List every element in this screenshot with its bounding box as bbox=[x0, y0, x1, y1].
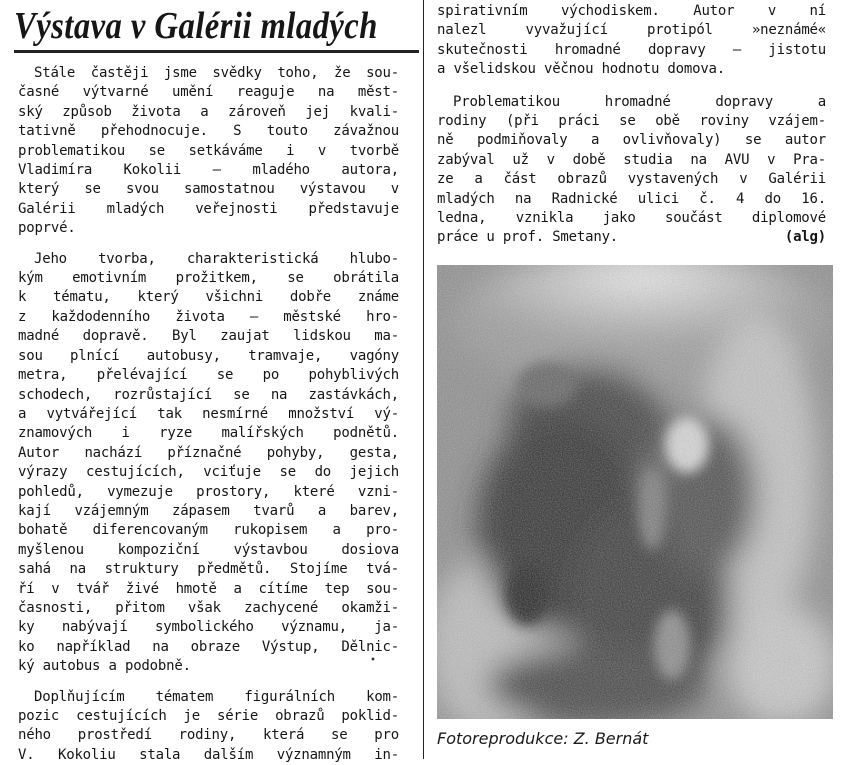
text-line: Autor nachází příznačné pohyby, gesta, bbox=[18, 444, 399, 461]
continuation-mark: • bbox=[370, 655, 376, 666]
text-line: Vladimíra Kokolii — mladého autora, bbox=[18, 162, 399, 179]
text-line: ko například na obraze Výstup, Dělnic- bbox=[18, 638, 399, 655]
text-line: zabýval už v době studia na AVU v Pra- bbox=[437, 151, 826, 168]
text-line: problematikou se setkáváme i v tvorbě bbox=[18, 142, 399, 159]
text-line: Galérii mladých veřejnosti představuje bbox=[18, 200, 399, 217]
text-line: a všelidskou věčnou hodnotu domova. bbox=[437, 61, 726, 78]
text-line: k tématu, který všichni dobře známe bbox=[18, 289, 399, 306]
text-line: kým emotivním prožitkem, se obrátila bbox=[18, 270, 399, 287]
text-line: mladých na Radnické ulici č. 4 do 16. bbox=[437, 190, 826, 207]
text-line: spirativním východiskem. Autor v ní bbox=[437, 3, 826, 19]
text-line: Doplňujícím tématem figurálních kom- bbox=[34, 688, 399, 705]
right-column bbox=[437, 2, 826, 248]
text-line: z každodenního života — městské hro- bbox=[18, 308, 399, 325]
painting-image bbox=[437, 265, 833, 719]
text-line: pohledů, vymezuje prostory, které vzni- bbox=[18, 483, 399, 500]
author-signature: (alg) bbox=[784, 229, 826, 246]
text-line: který se svou samostatnou výstavou v bbox=[18, 181, 399, 198]
text-line: ze a část obrazů vystavených v Galérii bbox=[437, 171, 826, 188]
closing-text: práce u prof. Smetany. bbox=[437, 229, 619, 246]
text-line: tativně přehodnocuje. S touto závažnou bbox=[18, 123, 399, 140]
text-line: ledna, vznikla jako součást diplomové bbox=[437, 210, 826, 227]
text-line: kají vzájemným zápasem tvarů a barev, bbox=[18, 502, 399, 519]
text-line: pozic cestujících je série obrazů poklid- bbox=[18, 708, 399, 724]
text-line: Jeho tvorba, charakteristická hlubo- bbox=[34, 250, 399, 267]
text-line: myšlenou kompoziční výstavbou dosiova bbox=[18, 541, 399, 558]
text-line: sahá na struktury předmětů. Stojíme tvá- bbox=[18, 561, 399, 578]
paragraph-rodina-continued bbox=[437, 2, 826, 80]
paragraph-rodina bbox=[18, 688, 399, 765]
text-line: ký autobus a podobně. bbox=[18, 658, 191, 675]
text-line: ného prostředí rodiny, která se pro bbox=[18, 727, 399, 744]
text-line: skutečnosti hromadné dopravy — jistotu bbox=[437, 41, 826, 58]
text-line: a vytvářející tak nesmírné množství vý- bbox=[18, 405, 399, 422]
text-line: V. Kokoliu stala dalším významným in- bbox=[18, 746, 399, 763]
paragraph-tema bbox=[18, 250, 399, 677]
text-line: metra, přelévající se po pohyblivých bbox=[18, 367, 399, 384]
text-line: ří v tvář živé hmotě a cítíme tep sou- bbox=[18, 580, 399, 597]
text-line: schodech, rozrůstající se na zastávkách, bbox=[18, 386, 399, 403]
text-line: Stále častěji jsme svědky toho, že sou- bbox=[34, 65, 399, 81]
text-line: Problematikou hromadné dopravy a bbox=[453, 93, 826, 110]
paragraph-studium bbox=[437, 93, 826, 229]
text-line: bohatě diferencovaným rukopisem a pro- bbox=[18, 522, 399, 539]
text-line: výrazy cestujících, vciťuje se do jejich bbox=[18, 464, 399, 481]
text-line: poprvé. bbox=[18, 220, 76, 237]
text-line: rodiny (při práci se obě roviny vzájem- bbox=[437, 113, 826, 130]
text-line: nalezl vyvažující protipól »neznámé« bbox=[437, 22, 826, 39]
text-line: ský způsob života a zároveň jej kvali- bbox=[18, 103, 399, 120]
headline-rule bbox=[14, 50, 419, 53]
text-line: znamových i ryze malířských podnětů. bbox=[18, 425, 399, 442]
painting-reproduction bbox=[437, 265, 833, 719]
text-line: madné dopravě. Byl zaujat lidskou ma- bbox=[18, 328, 399, 345]
article-headline: Výstava v Galérii mladých bbox=[14, 5, 378, 47]
text-line: ky nabývají symbolického významu, ja- bbox=[18, 619, 399, 636]
text-line: sou plnící autobusy, tramvaje, vagóny bbox=[18, 347, 399, 364]
text-line: ně podmiňovaly a ovlivňovaly) se autor bbox=[437, 132, 826, 149]
closing-line bbox=[437, 228, 826, 247]
paragraph-intro bbox=[18, 64, 399, 239]
text-line: časnosti, přitom však zachycené okamži- bbox=[18, 599, 399, 616]
column-divider bbox=[423, 0, 424, 759]
text-line: časné výtvarné umění reaguje na měst- bbox=[18, 84, 399, 101]
photo-caption: Fotoreprodukce: Z. Bernát bbox=[437, 729, 649, 748]
left-column bbox=[18, 64, 399, 765]
